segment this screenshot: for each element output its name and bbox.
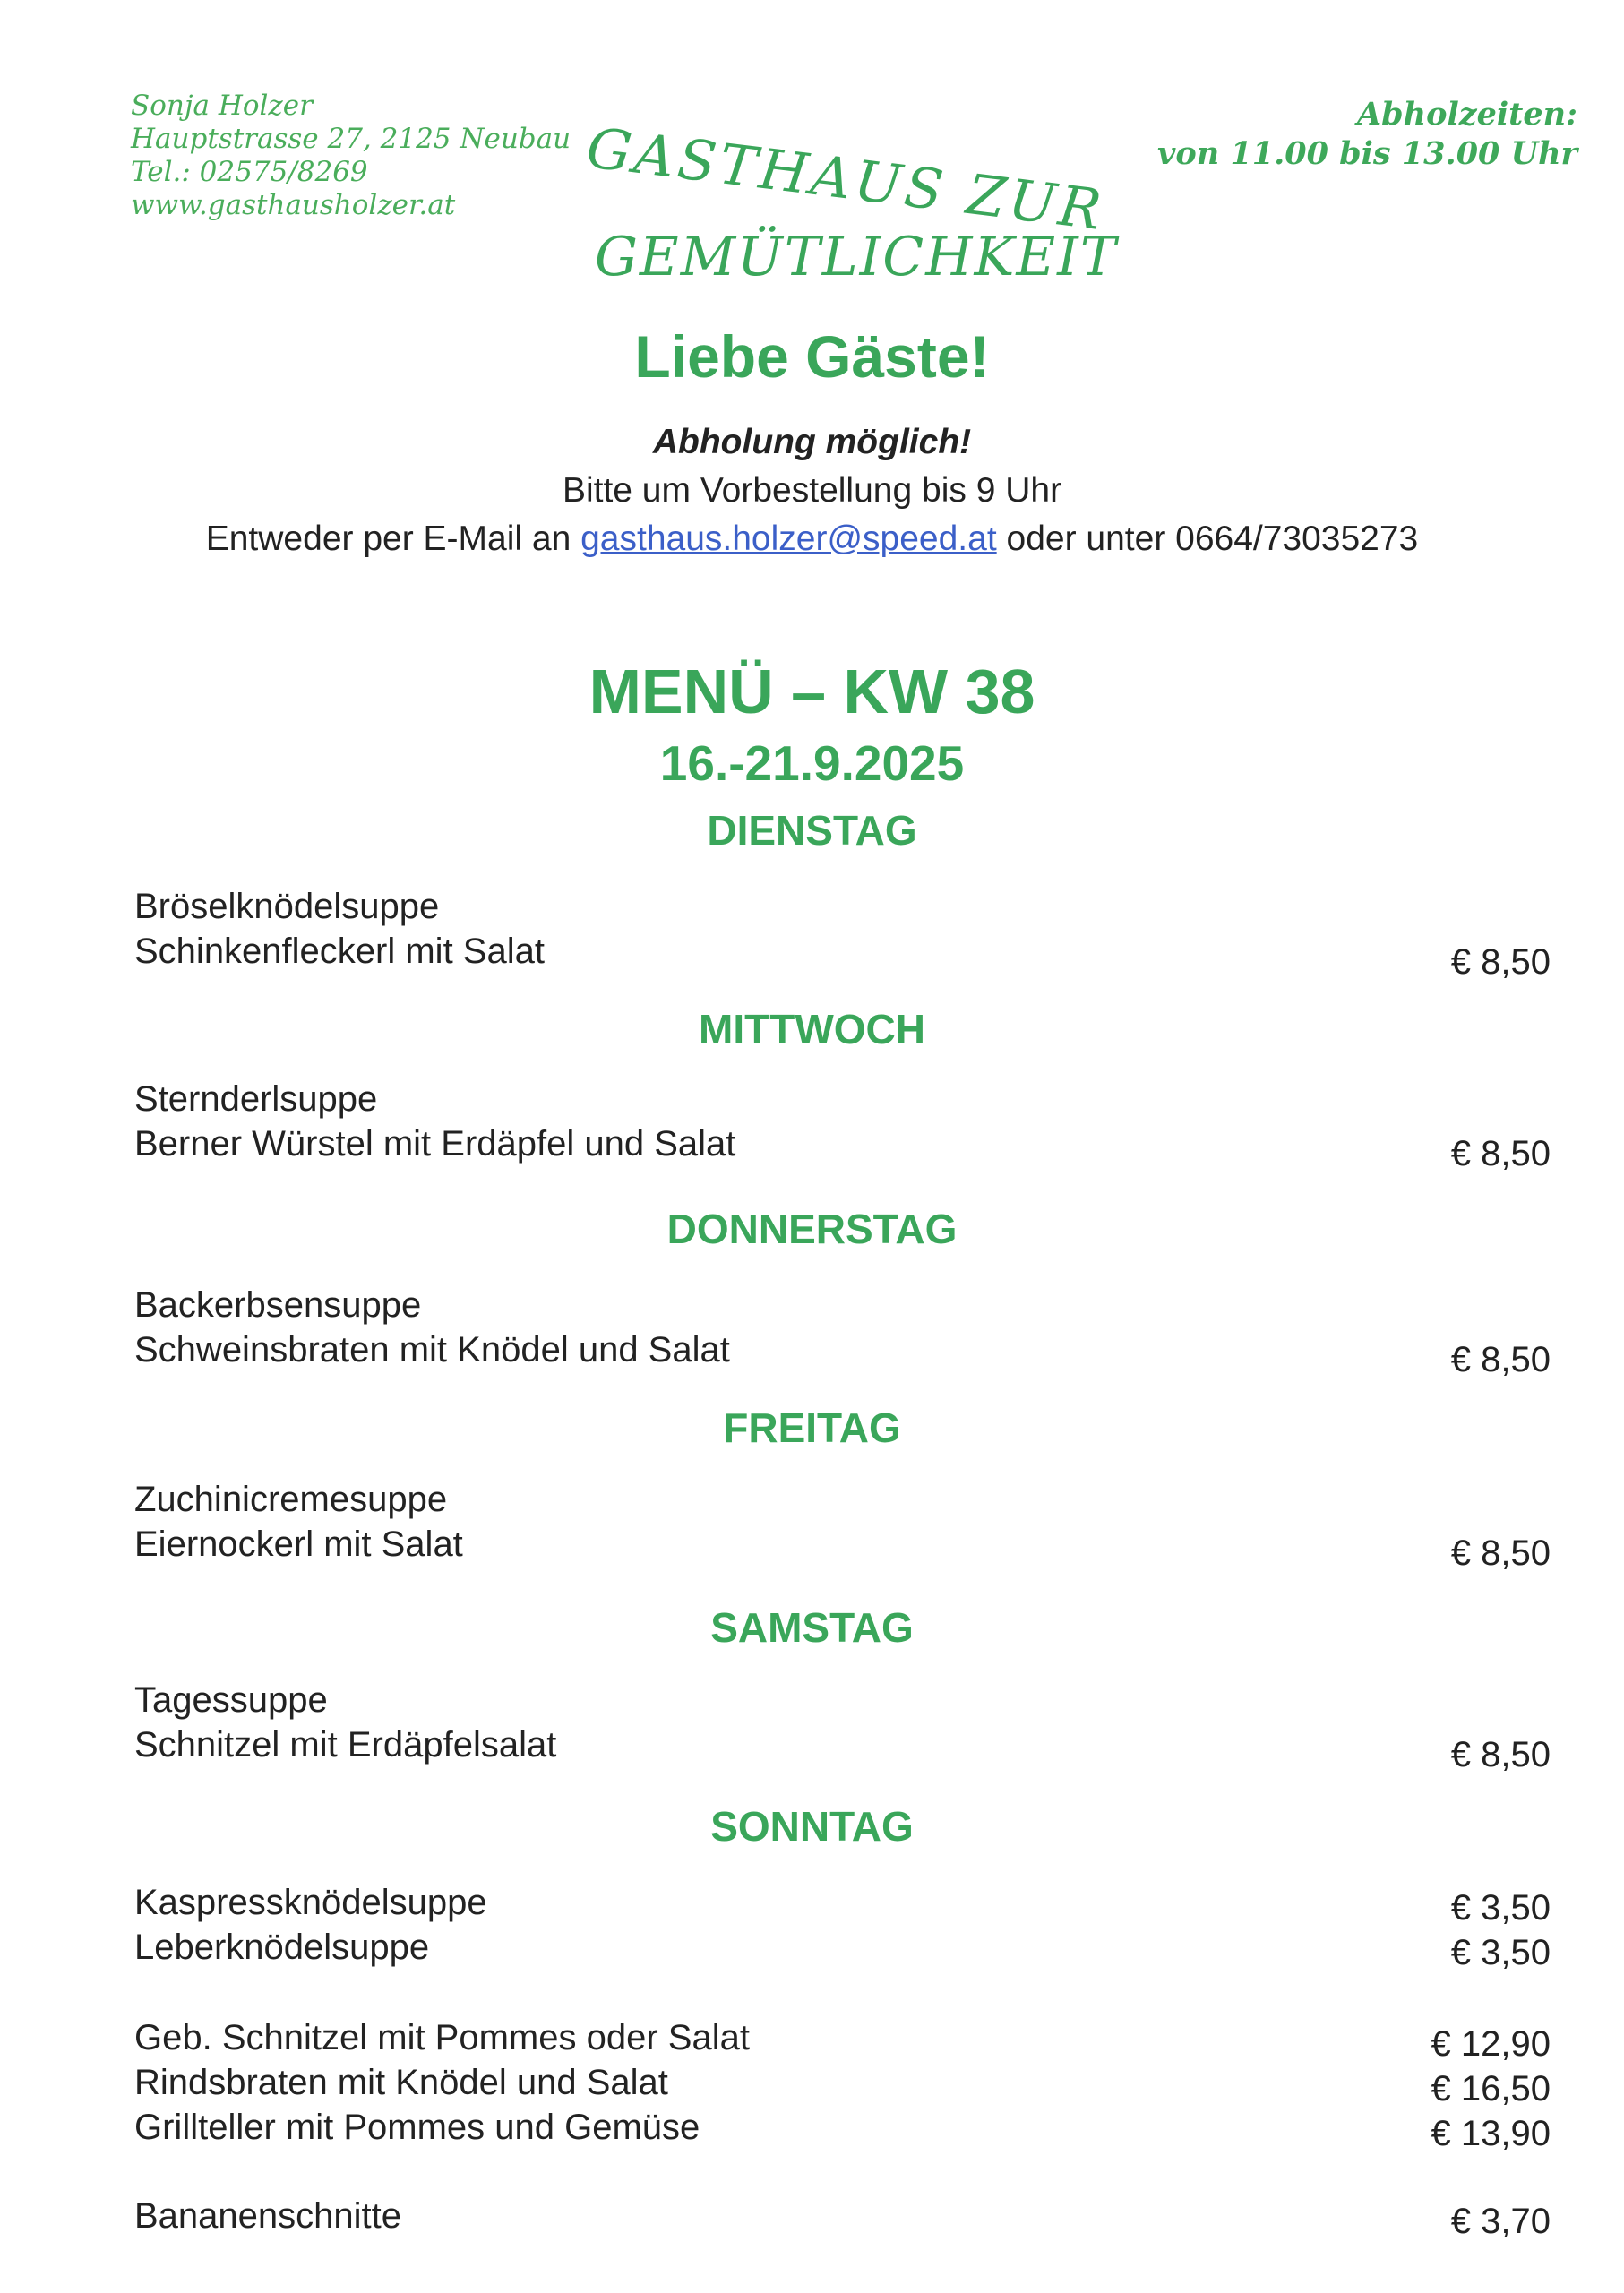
menu-dates: 16.-21.9.2025 xyxy=(659,735,965,791)
preorder-note: Bitte um Vorbestellung bis 9 Uhr xyxy=(562,471,1062,510)
pickup-note: Abholung möglich! xyxy=(652,423,972,461)
menu-price: € 8,50 xyxy=(1450,942,1551,982)
menu-item: Geb. Schnitzel mit Pommes oder Salat xyxy=(134,2018,750,2057)
day-heading-freitag: FREITAG xyxy=(723,1404,901,1451)
menu-price: € 3,50 xyxy=(1450,1933,1551,1972)
menu-price: € 3,50 xyxy=(1450,1888,1551,1928)
menu-item: Eiernockerl mit Salat xyxy=(134,1524,463,1564)
menu-item: Tagessuppe xyxy=(134,1680,328,1720)
address: Hauptstrasse 27, 2125 Neubau xyxy=(131,123,571,155)
menu-price: € 8,50 xyxy=(1450,1340,1551,1379)
menu-price: € 8,50 xyxy=(1450,1533,1551,1573)
phone: Tel.: 02575/8269 xyxy=(131,156,368,188)
menu-price: € 12,90 xyxy=(1431,2024,1551,2064)
contact-block xyxy=(131,90,571,222)
menu-item: Backerbsensuppe xyxy=(134,1285,422,1325)
menu-item: Schinkenfleckerl mit Salat xyxy=(134,932,545,971)
website: www.gasthausholzer.at xyxy=(131,189,456,221)
order-contact-line xyxy=(0,520,1624,559)
menu-item: Kaspressknödelsuppe xyxy=(134,1883,487,1922)
menu-price: € 16,50 xyxy=(1431,2069,1551,2108)
restaurant-title-line2: GEMÜTLICHKEIT xyxy=(595,226,1118,288)
menu-item: Leberknödelsuppe xyxy=(134,1928,430,1967)
menu-item: Zuchinicremesuppe xyxy=(134,1480,448,1519)
menu-item: Grillteller mit Pommes und Gemüse xyxy=(134,2108,700,2147)
email-link[interactable]: gasthaus.holzer@speed.at xyxy=(580,520,997,558)
contact-prefix: Entweder per E-Mail an xyxy=(205,520,571,558)
menu-item: Rindsbraten mit Knödel und Salat xyxy=(134,2063,668,2102)
menu-item: Bananenschnitte xyxy=(134,2196,402,2236)
menu-item: Sternderlsuppe xyxy=(134,1079,378,1119)
pickup-hours xyxy=(1157,95,1577,174)
pickup-hours-label: Abholzeiten: xyxy=(1357,96,1577,133)
day-heading-sonntag: SONNTAG xyxy=(710,1803,914,1850)
day-heading-samstag: SAMSTAG xyxy=(710,1604,914,1651)
owner-name: Sonja Holzer xyxy=(131,90,313,122)
menu-price: € 3,70 xyxy=(1450,2202,1551,2241)
greeting: Liebe Gäste! xyxy=(634,323,990,390)
menu-price: € 8,50 xyxy=(1450,1134,1551,1173)
contact-suffix: oder unter 0664/73035273 xyxy=(1006,520,1419,558)
menu-item: Bröselknödelsuppe xyxy=(134,887,440,926)
menu-price: € 8,50 xyxy=(1450,1735,1551,1774)
menu-item: Berner Würstel mit Erdäpfel und Salat xyxy=(134,1124,736,1164)
day-heading-donnerstag: DONNERSTAG xyxy=(666,1206,958,1252)
menu-price: € 13,90 xyxy=(1431,2114,1551,2153)
menu-title: MENÜ – KW 38 xyxy=(589,657,1035,726)
day-heading-mittwoch: MITTWOCH xyxy=(699,1006,925,1052)
menu-item: Schnitzel mit Erdäpfelsalat xyxy=(134,1725,557,1765)
restaurant-title-line1: GASTHAUS ZUR xyxy=(583,115,1109,244)
pickup-hours-value: von 11.00 bis 13.00 Uhr xyxy=(1157,135,1577,172)
menu-item: Schweinsbraten mit Knödel und Salat xyxy=(134,1330,730,1370)
day-heading-dienstag: DIENSTAG xyxy=(707,807,917,854)
